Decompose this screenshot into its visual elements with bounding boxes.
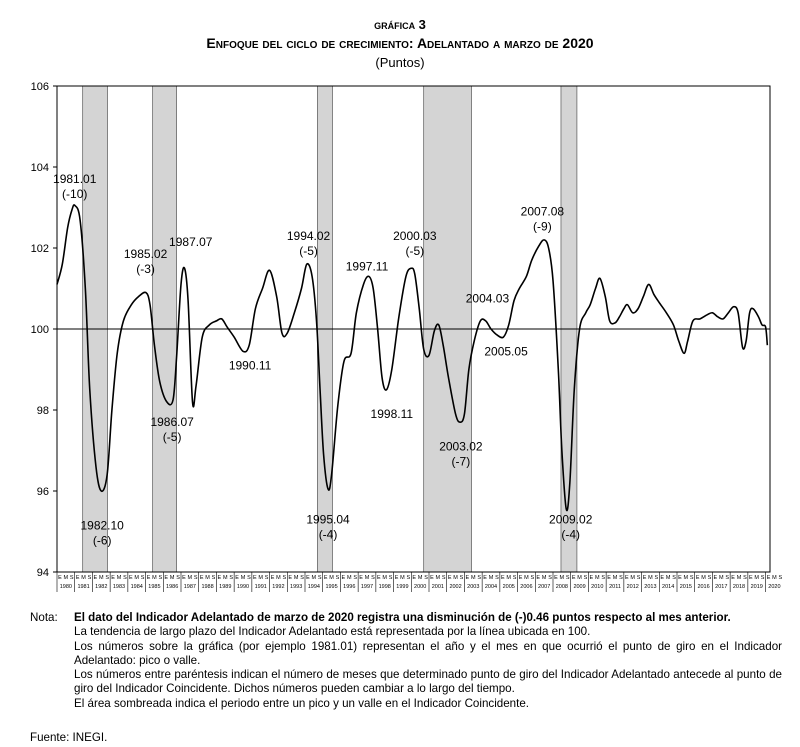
- x-month-label: M: [116, 575, 122, 581]
- x-month-label: S: [672, 575, 676, 581]
- x-month-label: S: [477, 575, 482, 581]
- x-month-label: S: [707, 575, 712, 581]
- lead-months-label: (-7): [451, 454, 471, 469]
- x-month-label: E: [376, 575, 381, 581]
- x-month-label: S: [371, 575, 375, 581]
- x-month-label: E: [252, 575, 257, 581]
- x-month-label: E: [766, 575, 771, 581]
- x-year-label: 2007: [538, 584, 551, 590]
- x-month-label: S: [778, 575, 783, 581]
- turning-point-label: 2004.03: [465, 291, 510, 306]
- turning-point-label: 1997.11: [345, 259, 389, 274]
- x-year-label: 2010: [591, 584, 604, 590]
- note-line: Los números entre paréntesis indican el número de meses que determinado punto de giro del Indicador Adelantado antecede al punto de giro del Indicador Coincidente. Dichos números pueden cambiar a lo largo del tiempo.: [74, 668, 782, 696]
- turning-point-label: 1985.02: [123, 247, 168, 262]
- x-month-label: M: [630, 575, 636, 581]
- x-month-label: S: [264, 575, 269, 581]
- x-month-label: M: [382, 575, 388, 581]
- x-month-label: M: [81, 575, 86, 581]
- note-line: La tendencia de largo plazo del Indicador Adelantado está representada por la línea ubicada en 100.: [74, 625, 591, 639]
- x-year-label: 2008: [555, 584, 568, 590]
- x-year-label: 1983: [112, 584, 126, 590]
- note-line: Los números sobre la gráfica (por ejemplo 1981.01) representan el año y el mes en que ocurrió el punto de giro en el Indicador Adelantado: pico o valle.: [74, 639, 782, 667]
- x-month-label: M: [541, 575, 547, 581]
- y-tick-label: 104: [30, 162, 49, 174]
- x-month-label: S: [689, 575, 694, 581]
- x-month-label: M: [701, 575, 706, 581]
- x-month-label: E: [412, 575, 417, 581]
- x-month-label: E: [111, 575, 115, 581]
- x-month-label: S: [459, 575, 464, 581]
- x-month-label: E: [341, 575, 346, 581]
- x-year-label: 1998: [378, 584, 391, 590]
- x-month-label: E: [500, 575, 505, 581]
- x-year-label: 1994: [307, 584, 320, 590]
- x-month-label: E: [270, 575, 275, 581]
- x-month-label: M: [276, 575, 281, 581]
- x-month-label: M: [665, 575, 671, 581]
- x-month-label: E: [624, 575, 629, 581]
- x-year-label: 2012: [626, 584, 639, 590]
- x-month-label: S: [530, 575, 535, 581]
- line-chart: [0, 72, 800, 610]
- lead-months-label: (-4): [318, 527, 338, 542]
- notes: [30, 611, 782, 711]
- x-month-label: S: [760, 575, 765, 581]
- x-month-label: E: [306, 575, 310, 581]
- x-year-label: 2003: [467, 584, 480, 590]
- x-month-label: S: [211, 575, 216, 581]
- x-month-label: E: [394, 575, 399, 581]
- x-month-label: M: [240, 575, 246, 581]
- x-month-label: M: [559, 575, 565, 581]
- x-month-label: E: [554, 575, 558, 581]
- x-month-label: E: [731, 575, 735, 581]
- x-month-label: E: [589, 575, 594, 581]
- x-year-label: 2000: [414, 584, 427, 590]
- x-month-label: M: [364, 575, 370, 581]
- notes-label: Nota:: [30, 611, 58, 624]
- x-axis: [58, 575, 782, 590]
- x-year-label: 1989: [219, 584, 232, 590]
- note-bold: El dato del Indicador Adelantado de marzo de 2020 registra una disminución de (-)0.46 puntos respecto al mes anterior.: [74, 611, 731, 624]
- x-year-label: 1987: [183, 584, 196, 590]
- x-month-label: E: [536, 575, 541, 581]
- x-month-label: M: [683, 575, 689, 581]
- chart-grid: [57, 572, 766, 592]
- x-year-label: 1999: [396, 584, 409, 590]
- x-month-label: E: [571, 575, 576, 581]
- x-year-label: 2011: [609, 584, 621, 590]
- x-month-label: M: [577, 575, 582, 581]
- x-month-label: E: [447, 575, 452, 581]
- x-month-label: S: [87, 575, 92, 581]
- x-month-label: E: [58, 575, 62, 581]
- x-month-label: S: [512, 575, 517, 581]
- turning-point-label: 1990.11: [228, 358, 272, 373]
- x-month-label: S: [300, 575, 304, 581]
- y-tick-label: 98: [36, 405, 49, 417]
- x-month-label: M: [187, 575, 193, 581]
- turning-point-label: 2000.03: [393, 228, 437, 243]
- x-month-label: M: [524, 575, 529, 581]
- x-month-label: E: [748, 575, 753, 581]
- x-year-label: 1991: [254, 584, 267, 590]
- x-month-label: S: [353, 575, 358, 581]
- x-year-label: 1980: [59, 584, 72, 590]
- x-month-label: M: [453, 575, 458, 581]
- lead-months-label: (-5): [405, 243, 425, 258]
- x-year-label: 2001: [431, 584, 444, 590]
- x-year-label: 2015: [679, 584, 692, 590]
- x-year-label: 1986: [166, 584, 179, 590]
- x-month-label: M: [435, 575, 441, 581]
- x-month-label: E: [288, 575, 293, 581]
- x-month-label: S: [247, 575, 251, 581]
- turning-point-label: 1981.01: [53, 172, 97, 187]
- x-year-label: 2002: [449, 584, 462, 590]
- y-axis: [31, 81, 57, 579]
- x-month-label: E: [323, 575, 328, 581]
- x-month-label: M: [736, 575, 742, 581]
- x-month-label: M: [772, 575, 777, 581]
- x-year-label: 2004: [484, 584, 498, 590]
- lead-months-label: (-5): [162, 430, 182, 445]
- turning-point-label: 1994.02: [286, 228, 331, 243]
- x-year-label: 1982: [95, 584, 108, 590]
- x-year-label: 1985: [148, 584, 161, 590]
- x-month-label: M: [594, 575, 600, 581]
- x-month-label: M: [329, 575, 334, 581]
- x-month-label: E: [164, 575, 169, 581]
- x-month-label: M: [718, 575, 724, 581]
- x-month-label: M: [63, 575, 69, 581]
- x-month-label: E: [642, 575, 647, 581]
- x-month-label: E: [483, 575, 487, 581]
- x-year-label: 2019: [750, 584, 763, 590]
- lead-months-label: (-10): [62, 187, 88, 202]
- x-year-label: 2006: [520, 584, 533, 590]
- lead-months-label: (-4): [561, 527, 581, 542]
- x-month-label: E: [607, 575, 611, 581]
- x-month-label: M: [612, 575, 618, 581]
- x-month-label: M: [506, 575, 512, 581]
- x-month-label: M: [205, 575, 210, 581]
- x-month-label: S: [158, 575, 163, 581]
- x-month-label: S: [495, 575, 499, 581]
- x-month-label: S: [583, 575, 588, 581]
- x-month-label: E: [713, 575, 718, 581]
- turning-point-label: 1995.04: [306, 512, 350, 527]
- turning-point-label: 2007.08: [520, 204, 565, 219]
- y-tick-label: 106: [30, 81, 49, 93]
- x-month-label: S: [424, 575, 428, 581]
- x-month-label: S: [140, 575, 145, 581]
- x-month-label: S: [282, 575, 287, 581]
- x-month-label: S: [123, 575, 127, 581]
- x-year-label: 2013: [644, 584, 657, 590]
- x-month-label: E: [235, 575, 239, 581]
- x-month-label: E: [128, 575, 133, 581]
- x-month-label: S: [406, 575, 411, 581]
- y-tick-label: 100: [30, 324, 49, 336]
- lead-months-label: (-5): [299, 243, 318, 258]
- x-year-label: 1992: [272, 584, 285, 590]
- x-month-label: S: [388, 575, 393, 581]
- x-year-label: 1995: [325, 584, 338, 590]
- x-year-label: 1993: [290, 584, 303, 590]
- x-month-label: E: [199, 575, 204, 581]
- turning-point-label: 1982.10: [80, 518, 124, 533]
- source: Fuente: INEGI.: [30, 731, 108, 744]
- lead-months-label: (-6): [92, 533, 112, 548]
- x-month-label: S: [69, 575, 74, 581]
- x-month-label: M: [311, 575, 317, 581]
- turning-point-label: 2005.05: [484, 344, 528, 359]
- x-month-label: M: [258, 575, 264, 581]
- turning-point-label: 2009.02: [549, 512, 593, 527]
- x-month-label: M: [222, 575, 228, 581]
- x-month-label: E: [217, 575, 222, 581]
- x-month-label: S: [317, 575, 322, 581]
- x-month-label: S: [743, 575, 747, 581]
- x-year-label: 1997: [360, 584, 374, 590]
- x-month-label: E: [518, 575, 523, 581]
- x-month-label: M: [152, 575, 157, 581]
- y-tick-label: 102: [30, 243, 49, 255]
- x-year-label: 1988: [201, 584, 214, 590]
- y-tick-label: 94: [36, 567, 49, 579]
- x-month-label: E: [660, 575, 665, 581]
- turning-point-label: 1987.07: [169, 234, 213, 249]
- x-month-label: S: [335, 575, 340, 581]
- x-month-label: E: [146, 575, 151, 581]
- x-month-label: M: [169, 575, 175, 581]
- x-month-label: E: [182, 575, 186, 581]
- x-month-label: M: [400, 575, 405, 581]
- x-year-label: 2017: [715, 584, 728, 590]
- x-month-label: M: [346, 575, 352, 581]
- x-month-label: S: [176, 575, 180, 581]
- x-month-label: S: [565, 575, 570, 581]
- x-month-label: M: [754, 575, 760, 581]
- y-tick-label: 96: [36, 486, 49, 498]
- x-month-label: M: [417, 575, 423, 581]
- x-month-label: M: [134, 575, 140, 581]
- x-month-label: S: [229, 575, 234, 581]
- x-month-label: M: [293, 575, 299, 581]
- x-month-label: M: [470, 575, 476, 581]
- x-month-label: S: [601, 575, 606, 581]
- x-month-label: S: [636, 575, 641, 581]
- x-year-label: 2018: [732, 584, 746, 590]
- x-month-label: S: [619, 575, 623, 581]
- x-month-label: S: [193, 575, 198, 581]
- x-year-label: 2020: [768, 584, 781, 590]
- x-month-label: S: [654, 575, 659, 581]
- x-month-label: E: [359, 575, 363, 581]
- turning-point-label: 2003.02: [439, 439, 483, 454]
- x-month-label: E: [695, 575, 700, 581]
- turning-point-label: 1986.07: [150, 415, 194, 430]
- x-year-label: 2005: [502, 584, 515, 590]
- note-line: El área sombreada indica el periodo entre un pico y un valle en el Indicador Coincidente.: [74, 696, 530, 710]
- x-year-label: 2016: [697, 584, 710, 590]
- chart-number: gráfica 3: [374, 17, 426, 32]
- turning-point-label: 1998.11: [370, 407, 414, 422]
- chart-title: Enfoque del ciclo de crecimiento: Adelantado a marzo de 2020: [206, 35, 594, 51]
- x-month-label: M: [648, 575, 653, 581]
- x-month-label: S: [725, 575, 730, 581]
- x-month-label: E: [465, 575, 470, 581]
- x-month-label: E: [678, 575, 682, 581]
- x-year-label: 1981: [77, 584, 90, 590]
- x-month-label: E: [430, 575, 434, 581]
- x-month-label: S: [441, 575, 446, 581]
- lead-months-label: (-9): [533, 219, 552, 234]
- lead-months-label: (-3): [136, 262, 155, 277]
- x-year-label: 1984: [130, 584, 143, 590]
- x-year-label: 1996: [343, 584, 356, 590]
- x-year-label: 2014: [662, 584, 675, 590]
- x-month-label: E: [93, 575, 98, 581]
- chart-units: (Puntos): [375, 55, 425, 70]
- x-month-label: M: [488, 575, 494, 581]
- x-month-label: E: [75, 575, 80, 581]
- x-month-label: S: [105, 575, 110, 581]
- x-month-label: S: [548, 575, 552, 581]
- x-month-label: M: [98, 575, 104, 581]
- x-year-label: 2009: [573, 584, 586, 590]
- x-year-label: 1990: [236, 584, 250, 590]
